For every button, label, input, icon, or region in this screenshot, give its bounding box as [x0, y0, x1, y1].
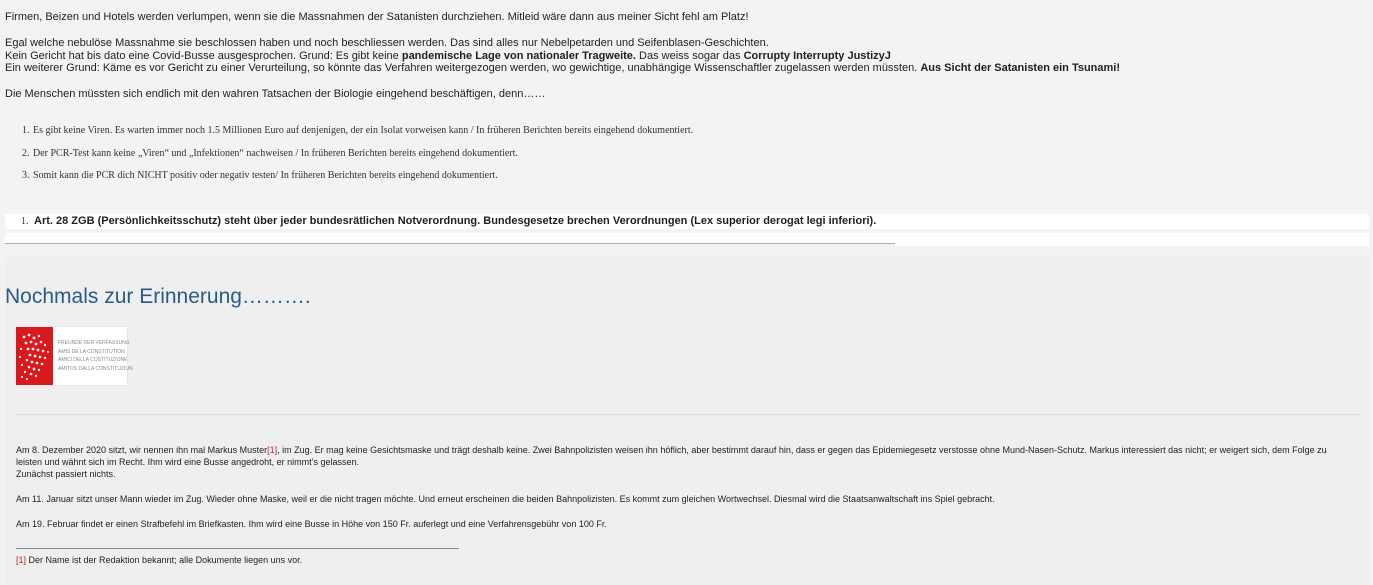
biology-paragraph: Die Menschen müssten sich endlich mit den wahren Tatsachen der Biologie eingehend beschäftigen, denn……	[5, 88, 546, 100]
reason-line-2-bold: pandemische Lage von nationaler Tragweite.	[401, 49, 636, 62]
story-text-c: Zunächst passiert nichts.	[16, 469, 116, 479]
law-item-text: Art. 28 ZGB (Persönlichkeitsschutz) steht über jeder bundesrätlichen Notverordnung. Bundesgesetze brechen Verordnungen (Lex superior derogat legi inferiori).	[34, 215, 877, 227]
logo-line: AMIS DE LA CONSTITUTION	[58, 348, 125, 355]
story-text: Am 8. Dezember 2020 sitzt, wir nennen ihn mal Markus Muster	[16, 445, 268, 455]
reason-line-3-bold: Aus Sicht der Satanisten ein Tsunami!	[920, 62, 1121, 74]
list-item-text: Somit kann die PCR dich NICHT positiv oder negativ testen/ In früheren Berichten bereits eingehend dokumentiert.	[33, 170, 498, 181]
footnote-divider	[16, 548, 459, 549]
logo-text	[58, 339, 133, 373]
intro-paragraph: Firmen, Beizen und Hotels werden verlumpen, wenn sie die Massnahmen der Satanisten durchziehen. Mitleid wäre dann aus meiner Sicht fehl am Platz!	[5, 11, 749, 23]
freunde-der-verfassung-logo[interactable]	[16, 327, 133, 385]
reason-line-3-text: Ein weiterer Grund: Käme es vor Gericht zu einer Verurteilung, so könnte das Verfahren weitergezogen werden, wo gewichtige, unabhängige Wissenschaftler zugelassen werden müssten.	[5, 62, 921, 74]
story-text-b: , im Zug. Er mag keine Gesichtsmaske und trägt deshalb keine. Zwei Bahnpolizisten weisen ihn höflich, aber bestimmt darauf hin, dass er gegen das Epidemiegesetz verstosse ohne Mund-Nasen-Schutz. Markus interessiert das nicht; er weigert sich, dem Folge zu leisten und wähnt sich im Recht. Ihm wird eine Busse angedroht, er nimmt’s gelassen.	[16, 445, 1327, 467]
story-paragraph-2: Am 11. Januar sitzt unser Mann wieder im Zug. Wieder ohne Maske, weil er die nicht tragen möchte. Und erneut erscheinen die beiden Bahnpolizisten. Es kommt zum gleichen Wortwechsel. Diesmal wird die Staatsanwaltschaft ins Spiel gebracht.	[16, 494, 995, 504]
list-item-text: Es gibt keine Viren. Es warten immer noch 1.5 Millionen Euro auf denjenigen, der ein Isolat vorweisen kann / In früheren Berichten bereits eingehend dokumentiert.	[33, 125, 694, 136]
article-top-section	[0, 0, 1373, 255]
logo-line: AMICI DELLA COSTITUZIONE	[58, 357, 128, 363]
reminder-section	[5, 257, 1370, 585]
list-item-number: 3.	[22, 170, 30, 181]
list-item-number: 2.	[22, 148, 30, 159]
footnote	[16, 555, 302, 565]
dove-flag-icon	[16, 327, 53, 385]
list-item-text: Der PCR-Test kann keine „Viren“ und „Infektionen“ nachweisen / In früheren Berichten bereits eingehend dokumentiert.	[33, 148, 518, 159]
spacer-band	[5, 233, 895, 243]
law-item-number: 1.	[21, 216, 29, 227]
reason-line-3	[5, 62, 1120, 74]
list-item	[22, 170, 498, 181]
content-separator	[16, 414, 1360, 415]
reason-line-2-text: Kein Gericht hat bis dato eine Covid-Busse ausgesprochen. Grund: Es gibt keine	[5, 49, 402, 62]
footnote-text: Der Name ist der Redaktion bekannt; alle Dokumente liegen uns vor.	[26, 555, 303, 565]
story-paragraph-1	[16, 444, 1351, 480]
footnote-backlink[interactable]: [1]	[16, 555, 27, 565]
section-heading: Nochmals zur Erinnerung……….	[5, 285, 311, 308]
logo-line: FREUNDE DER VERFASSUNG	[58, 340, 130, 346]
reason-line-1: Egal welche nebulöse Massnahme sie beschlossen haben und noch beschliessen werden. Das sind alles nur Nebelpetarden und Seifenblasen-Geschichten.	[5, 37, 769, 49]
spacer-band-right	[895, 233, 1369, 246]
footnote-reference-link[interactable]: [1]	[267, 445, 278, 455]
section-divider	[5, 243, 895, 244]
reason-line-2-text-b: Das weiss sogar das	[635, 49, 744, 62]
list-item-number: 1.	[22, 125, 30, 136]
logo-line: AMITOS DALLA CONSTITUZIUN	[58, 365, 133, 372]
story-paragraph-3: Am 19. Februar findet er einen Strafbefehl im Briefkasten. Ihm wird eine Busse in Höhe von 150 Fr. auferlegt und eine Verfahrensgebühr von 100 Fr.	[16, 519, 607, 529]
list-item	[22, 148, 518, 159]
reason-line-2	[5, 50, 891, 62]
law-list-item	[5, 214, 1369, 229]
list-item	[22, 125, 693, 136]
reason-paragraph	[5, 37, 1120, 75]
reason-line-2-bold-b: Corrupty Interrupty JustizyJ	[743, 49, 891, 62]
